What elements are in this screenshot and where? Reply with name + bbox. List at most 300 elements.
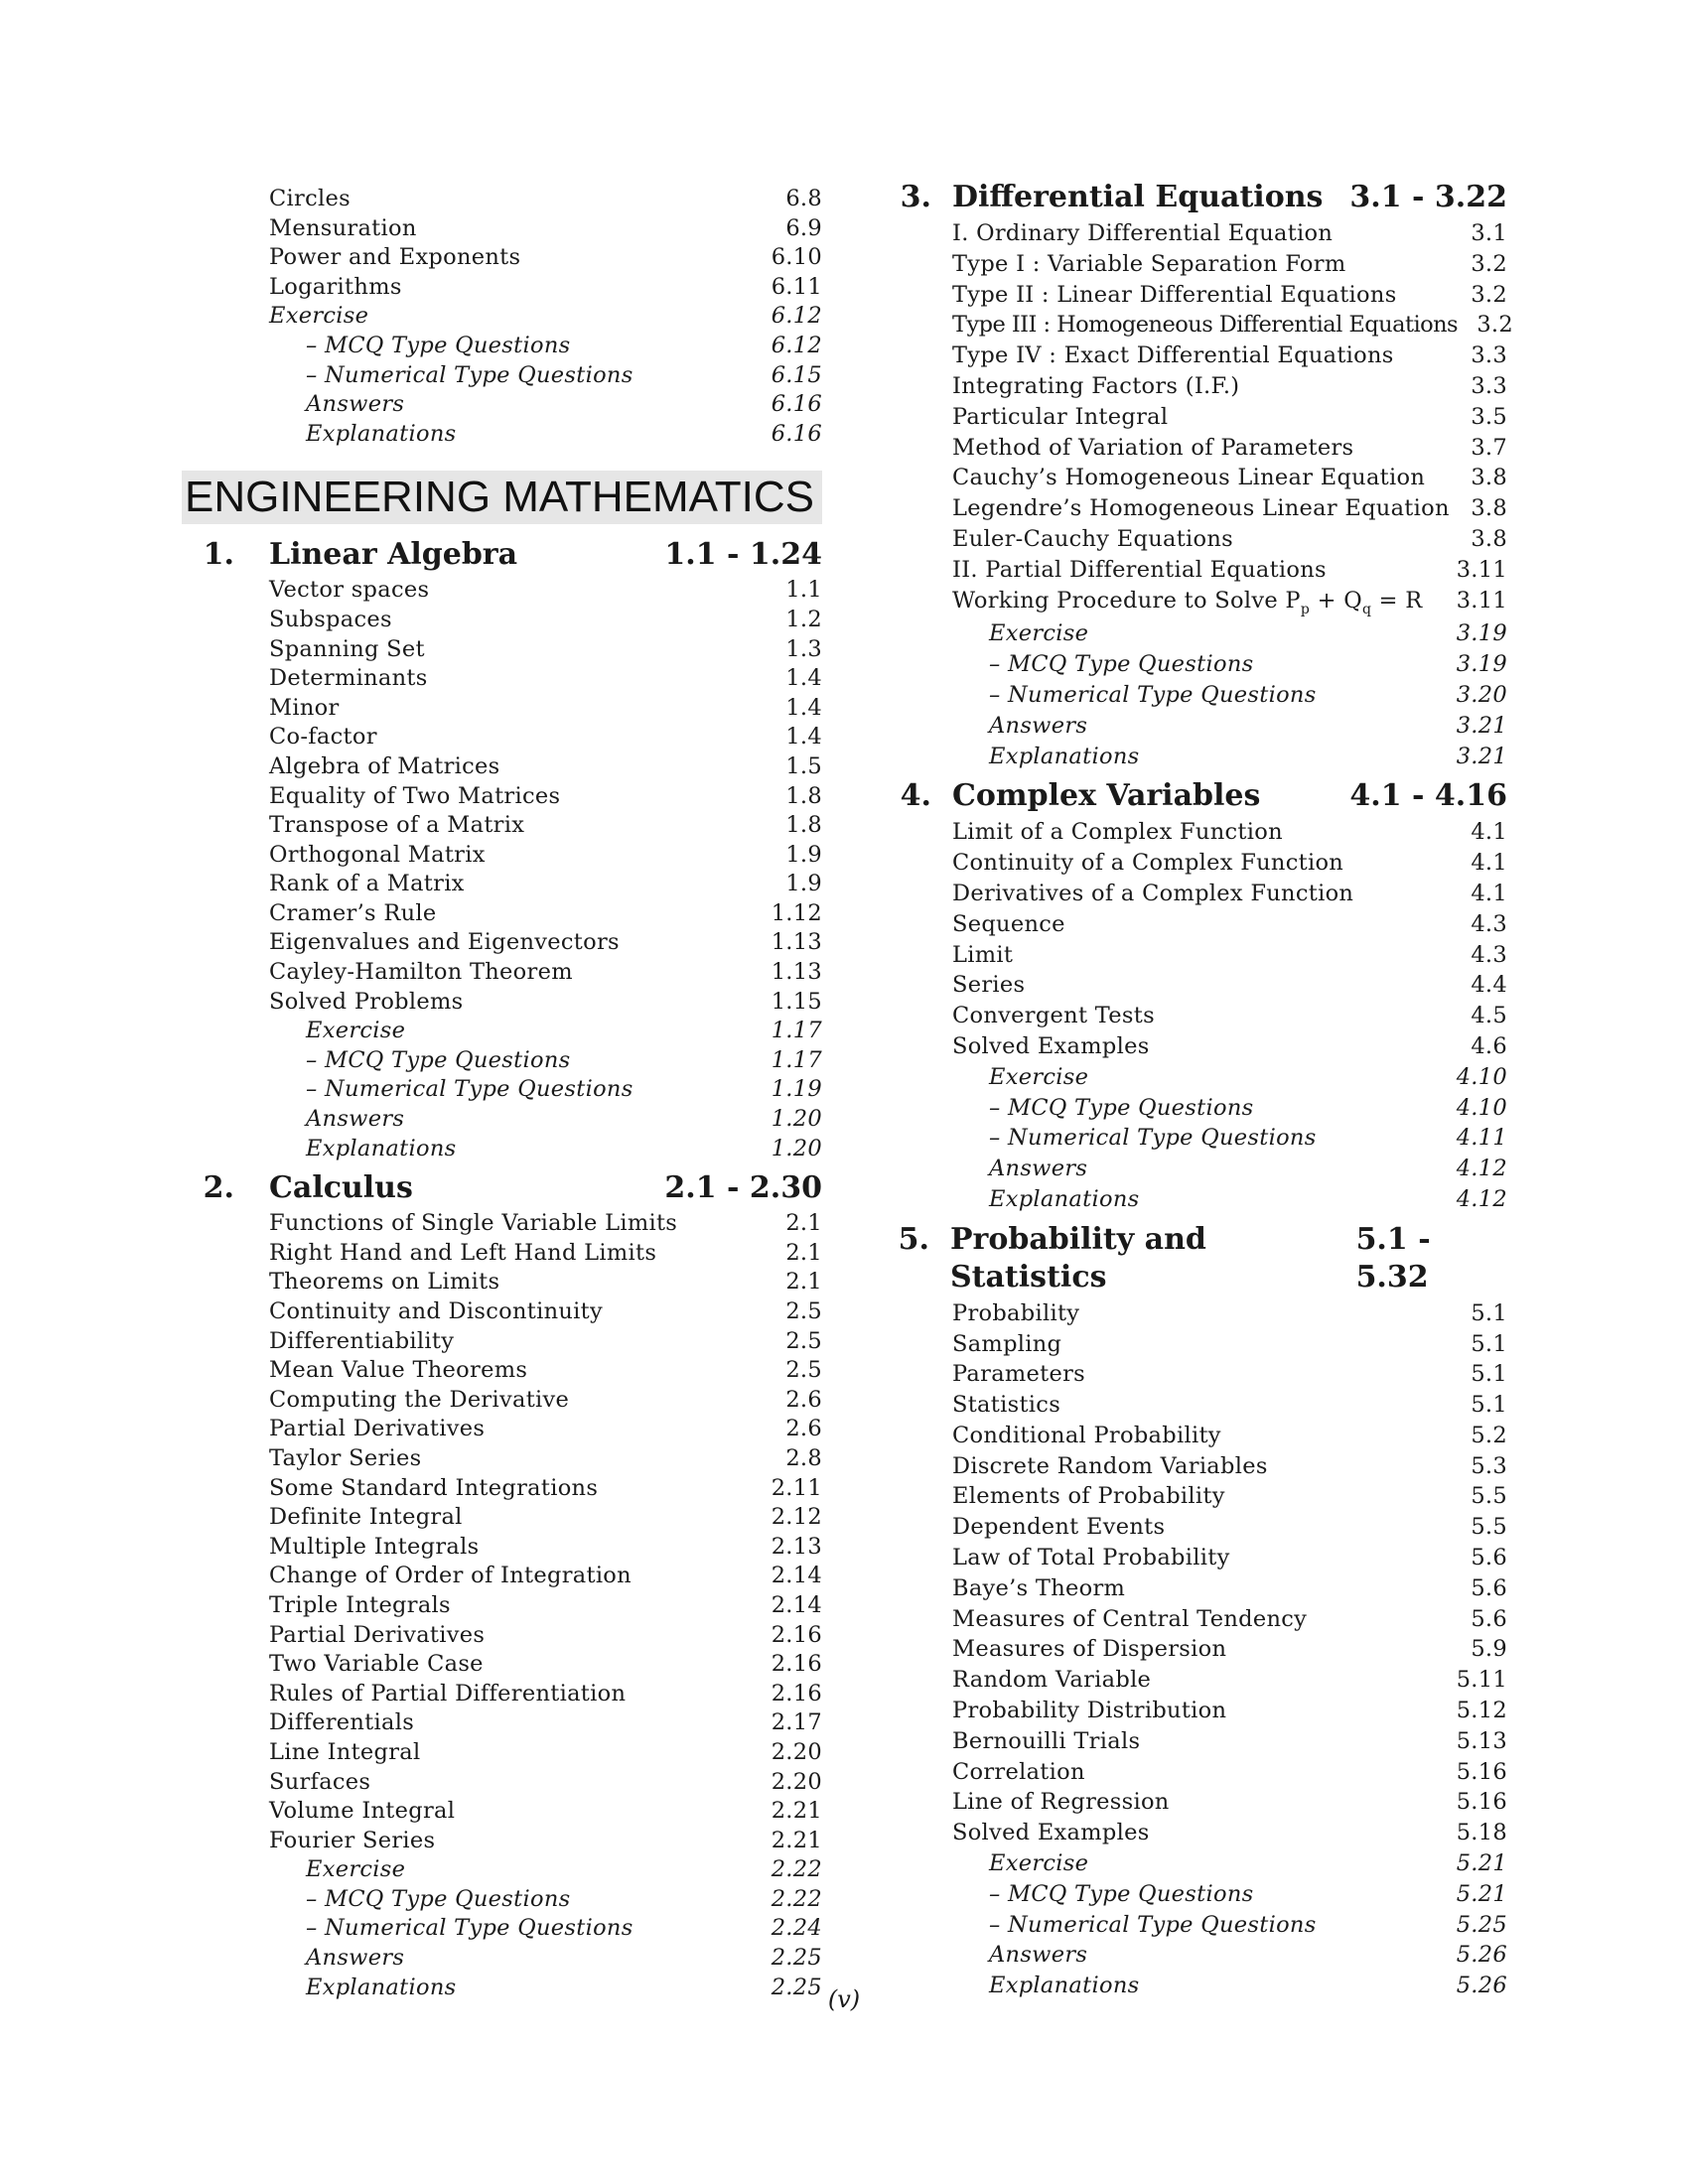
toc-entry-page: 5.2 bbox=[1471, 1422, 1507, 1448]
toc-entry-page: 5.1 bbox=[1471, 1392, 1507, 1419]
toc-entry-title: Exercise bbox=[306, 1856, 406, 1883]
toc-entry-page: 2.22 bbox=[771, 1885, 822, 1912]
chapter-title: Linear Algebra bbox=[269, 537, 518, 573]
toc-entry bbox=[185, 606, 822, 635]
toc-entry-title: Explanations bbox=[306, 420, 457, 447]
toc-entry-title: II. Partial Differential Equations bbox=[952, 556, 1327, 583]
chapter-block bbox=[882, 179, 1513, 771]
toc-entry bbox=[185, 694, 822, 724]
toc-entry-page: 5.26 bbox=[1456, 1973, 1507, 1999]
toc-entry-title: Particular Integral bbox=[952, 403, 1169, 430]
toc-entry bbox=[882, 1726, 1507, 1757]
chapter-heading bbox=[882, 777, 1507, 815]
toc-entry-page: 2.14 bbox=[771, 1591, 822, 1618]
toc-entry-title: Power and Exponents bbox=[269, 244, 521, 271]
toc-entry-title: – MCQ Type Questions bbox=[989, 1880, 1254, 1907]
toc-entry-title: Parameters bbox=[952, 1361, 1086, 1388]
toc-entry-title: Solved Problems bbox=[269, 988, 464, 1015]
toc-entry-title: – MCQ Type Questions bbox=[306, 1046, 571, 1073]
chapter-block bbox=[882, 1221, 1507, 2001]
toc-entry bbox=[882, 1512, 1507, 1543]
toc-entry bbox=[185, 1855, 822, 1885]
toc-entry-page: 5.25 bbox=[1456, 1911, 1507, 1938]
toc-entry-title: Series bbox=[952, 972, 1026, 999]
toc-entry-page: 3.3 bbox=[1471, 372, 1507, 399]
toc-entry-page: 2.21 bbox=[771, 1827, 822, 1853]
toc-entry bbox=[185, 1415, 822, 1444]
toc-entry-title: Two Variable Case bbox=[269, 1651, 484, 1678]
toc-entry bbox=[882, 1451, 1507, 1482]
toc-entry-title: Exercise bbox=[989, 1063, 1089, 1090]
toc-entry-title: Functions of Single Variable Limits bbox=[269, 1210, 678, 1237]
toc-entry bbox=[185, 1297, 822, 1327]
toc-entry-page: 4.1 bbox=[1471, 819, 1507, 846]
toc-entry-page: 2.22 bbox=[771, 1856, 822, 1883]
toc-entry-title: I. Ordinary Differential Equation bbox=[952, 220, 1334, 246]
toc-entry-title: Line Integral bbox=[269, 1738, 421, 1765]
toc-entry bbox=[185, 576, 822, 606]
chapter-title: Probability and Statistics bbox=[949, 1221, 1206, 1295]
toc-entry bbox=[882, 1481, 1507, 1512]
toc-entry-title: Limit of a Complex Function bbox=[952, 819, 1283, 846]
toc-entry-page: 5.5 bbox=[1471, 1514, 1507, 1541]
toc-entry-title: Working Procedure to Solve $P_p + Q_q = R$ bbox=[952, 587, 1423, 617]
toc-entry-page: 2.20 bbox=[771, 1738, 822, 1765]
toc-entry-title: – Numerical Type Questions bbox=[306, 1915, 633, 1942]
toc-entry bbox=[882, 1329, 1507, 1360]
toc-entry-page: 2.6 bbox=[785, 1416, 822, 1442]
toc-entry-page: 1.4 bbox=[785, 694, 822, 721]
toc-entry-page: 3.21 bbox=[1456, 712, 1507, 739]
toc-entry-title: Method of Variation of Parameters bbox=[952, 434, 1354, 461]
toc-entry-page: 5.18 bbox=[1456, 1820, 1507, 1846]
toc-entry bbox=[185, 1533, 822, 1563]
toc-entry bbox=[882, 402, 1507, 433]
toc-entry-title: Explanations bbox=[989, 1973, 1140, 1999]
toc-entry-title: Sampling bbox=[952, 1330, 1062, 1357]
toc-entry bbox=[185, 1046, 822, 1076]
toc-entry-title: Triple Integrals bbox=[269, 1591, 451, 1618]
toc-entry bbox=[185, 1738, 822, 1768]
toc-entry bbox=[185, 243, 822, 273]
toc-entry-title: Change of Order of Integration bbox=[269, 1563, 632, 1589]
toc-entry-page: 5.6 bbox=[1471, 1574, 1507, 1601]
toc-entry-title: Surfaces bbox=[269, 1768, 371, 1795]
toc-entry-page: 5.21 bbox=[1456, 1880, 1507, 1907]
toc-entry-page: 4.11 bbox=[1456, 1125, 1507, 1152]
toc-entry-page: 3.8 bbox=[1471, 525, 1507, 552]
toc-entry-title: Cauchy’s Homogeneous Linear Equation bbox=[952, 465, 1426, 491]
toc-entry-page: 3.7 bbox=[1471, 434, 1507, 461]
toc-entry-title: Volume Integral bbox=[269, 1798, 456, 1825]
toc-entry-page: 6.12 bbox=[771, 332, 822, 358]
toc-entry bbox=[185, 185, 822, 214]
chapter-title: Complex Variables bbox=[952, 778, 1261, 814]
toc-entry bbox=[882, 310, 1513, 341]
toc-entry-page: 1.8 bbox=[785, 782, 822, 809]
toc-entry-title: Differentials bbox=[269, 1709, 415, 1736]
toc-entry bbox=[185, 1914, 822, 1944]
chapter-number: 4. bbox=[900, 778, 931, 814]
toc-entry bbox=[185, 1768, 822, 1798]
toc-entry-page: 4.10 bbox=[1456, 1063, 1507, 1090]
toc-entry bbox=[185, 1327, 822, 1357]
toc-entry-page: 4.5 bbox=[1471, 1003, 1507, 1029]
toc-entry-title: Bernouilli Trials bbox=[952, 1727, 1141, 1754]
chapter-block bbox=[882, 777, 1507, 1214]
toc-entry bbox=[882, 680, 1507, 711]
toc-entry-page: 3.11 bbox=[1456, 556, 1507, 583]
toc-entry bbox=[185, 361, 822, 391]
chapter-number: 3. bbox=[900, 180, 931, 214]
toc-entry bbox=[882, 649, 1507, 680]
toc-entry-title: Statistics bbox=[952, 1392, 1061, 1419]
toc-entry-title: Rank of a Matrix bbox=[269, 871, 465, 897]
toc-entry-title: Rules of Partial Differentiation bbox=[269, 1680, 627, 1706]
left-chapters bbox=[185, 536, 822, 2002]
toc-entry bbox=[185, 928, 822, 958]
chapter-page-range: 3.1 - 3.22 bbox=[1349, 180, 1507, 214]
chapter-heading bbox=[185, 1169, 822, 1207]
toc-entry-title: Differentiability bbox=[269, 1327, 455, 1354]
toc-entry-page: 2.14 bbox=[771, 1563, 822, 1589]
toc-entry bbox=[185, 811, 822, 841]
toc-entry-title: Equality of Two Matrices bbox=[269, 782, 561, 809]
toc-entry bbox=[185, 1444, 822, 1474]
toc-entry-page: 2.16 bbox=[771, 1621, 822, 1648]
toc-entry bbox=[882, 1604, 1507, 1635]
toc-entry-page: 2.12 bbox=[771, 1504, 822, 1531]
toc-entry-title: Algebra of Matrices bbox=[269, 752, 500, 779]
toc-entry bbox=[185, 723, 822, 752]
toc-entry-title: Continuity of a Complex Function bbox=[952, 850, 1344, 877]
toc-entry-page: 2.11 bbox=[771, 1474, 822, 1501]
toc-entry-page: 6.8 bbox=[785, 186, 822, 211]
toc-entry bbox=[185, 1239, 822, 1269]
toc-entry-title: Explanations bbox=[989, 743, 1140, 769]
toc-entry-title: Type III : Homogeneous Differential Equations bbox=[952, 312, 1459, 339]
toc-entry-page: 1.8 bbox=[785, 812, 822, 839]
toc-entry-title: – MCQ Type Questions bbox=[306, 332, 571, 358]
toc-entry bbox=[185, 1944, 822, 1974]
toc-entry bbox=[185, 273, 822, 303]
toc-entry-title: – MCQ Type Questions bbox=[989, 1094, 1254, 1121]
toc-entry-page: 5.3 bbox=[1471, 1452, 1507, 1479]
toc-entry bbox=[882, 1818, 1507, 1848]
toc-entry-page: 5.5 bbox=[1471, 1483, 1507, 1510]
toc-entry-title: Subspaces bbox=[269, 606, 392, 632]
toc-entry-page: 2.1 bbox=[785, 1210, 822, 1237]
toc-entry bbox=[882, 586, 1507, 619]
toc-entry bbox=[882, 1001, 1507, 1031]
toc-entry bbox=[882, 1390, 1507, 1421]
toc-entry bbox=[185, 1105, 822, 1135]
toc-entry-title: Taylor Series bbox=[269, 1444, 422, 1471]
toc-entry bbox=[882, 879, 1507, 909]
toc-entry-page: 1.20 bbox=[771, 1135, 822, 1161]
toc-entry bbox=[882, 493, 1507, 524]
toc-entry-page: 1.19 bbox=[771, 1076, 822, 1103]
toc-entry-title: – Numerical Type Questions bbox=[989, 1125, 1317, 1152]
toc-entry bbox=[882, 1184, 1507, 1215]
toc-entry-title: Answers bbox=[306, 391, 405, 418]
toc-entry-title: Determinants bbox=[269, 665, 428, 692]
toc-entry bbox=[882, 1359, 1507, 1390]
toc-entry-page: 4.1 bbox=[1471, 850, 1507, 877]
toc-entry bbox=[882, 524, 1507, 555]
toc-entry-title: Elements of Probability bbox=[952, 1483, 1225, 1510]
left-column bbox=[185, 185, 822, 2002]
toc-entry-title: Convergent Tests bbox=[952, 1003, 1155, 1029]
toc-entry-page: 1.13 bbox=[771, 929, 822, 956]
toc-entry-page: 1.15 bbox=[771, 988, 822, 1015]
toc-entry bbox=[882, 1848, 1507, 1879]
toc-entry bbox=[882, 1031, 1507, 1062]
toc-entry-page: 3.2 bbox=[1471, 250, 1507, 277]
toc-entry bbox=[185, 1503, 822, 1533]
toc-entry-page: 3.20 bbox=[1456, 681, 1507, 708]
toc-entry bbox=[185, 752, 822, 782]
toc-entry-title: Baye’s Theorm bbox=[952, 1574, 1126, 1601]
toc-entry-title: Definite Integral bbox=[269, 1504, 463, 1531]
toc-entry-title: Discrete Random Variables bbox=[952, 1452, 1268, 1479]
toc-entry-title: Exercise bbox=[306, 1018, 406, 1044]
toc-entry-page: 1.2 bbox=[785, 606, 822, 632]
toc-entry bbox=[882, 817, 1507, 848]
toc-entry bbox=[185, 302, 822, 332]
chapter-title: Differential Equations bbox=[952, 180, 1324, 214]
toc-entry-title: Probability bbox=[952, 1299, 1080, 1326]
toc-entry bbox=[185, 841, 822, 871]
toc-entry-title: Limit bbox=[952, 941, 1014, 968]
toc-entry bbox=[882, 341, 1507, 371]
toc-entry-page: 6.11 bbox=[771, 273, 822, 300]
toc-entry-title: Mensuration bbox=[269, 214, 417, 241]
toc-entry-title: Minor bbox=[269, 694, 340, 721]
toc-entry bbox=[882, 1543, 1507, 1573]
toc-entry-title: Answers bbox=[306, 1945, 405, 1972]
toc-entry bbox=[882, 1696, 1507, 1726]
toc-entry bbox=[185, 1885, 822, 1915]
toc-entry-page: 2.16 bbox=[771, 1680, 822, 1706]
toc-entry-page: 3.1 bbox=[1471, 220, 1507, 246]
toc-entry-page: 3.3 bbox=[1471, 342, 1507, 369]
toc-entry-page: 1.20 bbox=[771, 1106, 822, 1133]
toc-entry bbox=[185, 420, 822, 450]
toc-entry-title: Multiple Integrals bbox=[269, 1533, 480, 1560]
toc-entry bbox=[882, 1298, 1507, 1329]
toc-entry bbox=[882, 618, 1507, 649]
toc-entry bbox=[185, 988, 822, 1018]
toc-entry-page: 1.1 bbox=[785, 577, 822, 604]
toc-entry-title: – Numerical Type Questions bbox=[989, 681, 1317, 708]
toc-entry bbox=[882, 1940, 1507, 1971]
toc-entry-page: 4.1 bbox=[1471, 880, 1507, 906]
toc-entry-title: Explanations bbox=[306, 1135, 457, 1161]
toc-entry-page: 5.9 bbox=[1471, 1636, 1507, 1663]
toc-entry bbox=[882, 1421, 1507, 1451]
chapter-block bbox=[185, 1169, 822, 2002]
toc-entry bbox=[185, 1209, 822, 1239]
chapter-heading bbox=[882, 179, 1507, 216]
toc-entry-title: Answers bbox=[989, 1156, 1088, 1182]
toc-entry-page: 4.3 bbox=[1471, 941, 1507, 968]
toc-entry-title: Explanations bbox=[306, 1974, 457, 2000]
toc-entry-page: 1.12 bbox=[771, 899, 822, 926]
toc-entry bbox=[882, 1634, 1507, 1665]
toc-entry bbox=[882, 711, 1507, 742]
toc-entry-page: 6.15 bbox=[771, 361, 822, 388]
toc-entry-title: Type II : Linear Differential Equations bbox=[952, 281, 1397, 308]
toc-entry bbox=[882, 909, 1507, 940]
toc-entry-title: Cramer’s Rule bbox=[269, 899, 437, 926]
toc-entry bbox=[185, 870, 822, 899]
toc-entry-page: 2.16 bbox=[771, 1651, 822, 1678]
toc-entry-page: 3.21 bbox=[1456, 743, 1507, 769]
toc-entry-title: Line of Regression bbox=[952, 1789, 1170, 1816]
toc-entry bbox=[185, 1591, 822, 1621]
toc-entry-page: 3.5 bbox=[1471, 403, 1507, 430]
toc-entry-page: 5.11 bbox=[1456, 1667, 1507, 1694]
toc-entry-page: 5.1 bbox=[1471, 1330, 1507, 1357]
toc-entry-page: 5.16 bbox=[1456, 1758, 1507, 1785]
toc-entry-title: – Numerical Type Questions bbox=[306, 1076, 633, 1103]
toc-entry-title: Answers bbox=[306, 1106, 405, 1133]
chapter-number: 5. bbox=[898, 1221, 929, 1257]
toc-entry-title: Circles bbox=[269, 186, 351, 211]
toc-entry bbox=[882, 1787, 1507, 1818]
chapter-page-range: 1.1 - 1.24 bbox=[664, 537, 822, 573]
toc-entry-page: 4.3 bbox=[1471, 910, 1507, 937]
toc-entry-page: 4.12 bbox=[1456, 1185, 1507, 1212]
toc-entry bbox=[185, 1268, 822, 1297]
toc-entry-title: Co-factor bbox=[269, 724, 377, 751]
toc-entry bbox=[185, 1680, 822, 1709]
toc-entry bbox=[185, 899, 822, 929]
toc-entry bbox=[185, 1356, 822, 1386]
toc-entry bbox=[882, 1123, 1507, 1154]
toc-entry-title: Legendre’s Homogeneous Linear Equation bbox=[952, 495, 1450, 522]
toc-entry-page: 3.19 bbox=[1456, 620, 1507, 647]
toc-entry-title: – Numerical Type Questions bbox=[306, 361, 633, 388]
toc-entry bbox=[185, 1135, 822, 1164]
toc-entry-page: 3.8 bbox=[1471, 495, 1507, 522]
toc-entry-page: 5.16 bbox=[1456, 1789, 1507, 1816]
toc-entry-page: 5.6 bbox=[1471, 1545, 1507, 1571]
toc-entry-page: 1.4 bbox=[785, 665, 822, 692]
toc-entry-page: 2.5 bbox=[785, 1327, 822, 1354]
toc-entry bbox=[185, 1708, 822, 1738]
toc-entry-title: Computing the Derivative bbox=[269, 1386, 570, 1413]
toc-entry-title: Random Variable bbox=[952, 1667, 1152, 1694]
toc-entry bbox=[185, 1621, 822, 1651]
toc-entry-page: 3.2 bbox=[1477, 312, 1513, 339]
toc-entry bbox=[185, 1017, 822, 1046]
toc-entry-page: 2.21 bbox=[771, 1798, 822, 1825]
section-title: ENGINEERING MATHEMATICS bbox=[182, 471, 822, 524]
toc-entry bbox=[882, 463, 1507, 493]
toc-entry bbox=[882, 280, 1507, 311]
toc-entry-title: Law of Total Probability bbox=[952, 1545, 1230, 1571]
toc-entry-page: 4.6 bbox=[1471, 1032, 1507, 1059]
toc-entry-page: 2.1 bbox=[785, 1269, 822, 1296]
chapter-page-range: 5.1 - 5.32 bbox=[1355, 1221, 1431, 1295]
toc-entry-page: 2.20 bbox=[771, 1768, 822, 1795]
toc-entry-title: Exercise bbox=[269, 303, 369, 330]
toc-entry-page: 2.13 bbox=[771, 1533, 822, 1560]
toc-entry-title: Integrating Factors (I.F.) bbox=[952, 372, 1240, 399]
toc-entry-title: Correlation bbox=[952, 1758, 1085, 1785]
right-column bbox=[882, 179, 1513, 2001]
toc-entry-title: Probability Distribution bbox=[952, 1698, 1227, 1724]
toc-entry-title: Some Standard Integrations bbox=[269, 1474, 599, 1501]
toc-entry-page: 2.8 bbox=[785, 1444, 822, 1471]
toc-entry-page: 4.10 bbox=[1456, 1094, 1507, 1121]
toc-entry bbox=[882, 848, 1507, 879]
toc-entry-title: Sequence bbox=[952, 910, 1065, 937]
toc-entry-page: 1.3 bbox=[785, 635, 822, 662]
page-number: (v) bbox=[827, 1985, 861, 2013]
toc-entry-page: 6.12 bbox=[771, 303, 822, 330]
toc-entry-page: 4.4 bbox=[1471, 972, 1507, 999]
toc-entry bbox=[882, 371, 1507, 402]
toc-entry-title: Exercise bbox=[989, 1850, 1089, 1877]
toc-entry-page: 2.25 bbox=[771, 1974, 822, 2000]
toc-entry-page: 2.5 bbox=[785, 1357, 822, 1384]
toc-entry-page: 5.12 bbox=[1456, 1698, 1507, 1724]
toc-entry bbox=[185, 1474, 822, 1504]
toc-entry-title: Partial Derivatives bbox=[269, 1621, 486, 1648]
toc-entry-page: 1.9 bbox=[785, 871, 822, 897]
toc-entry bbox=[185, 332, 822, 361]
toc-entry bbox=[882, 1154, 1507, 1184]
toc-entry-page: 2.25 bbox=[771, 1945, 822, 1972]
toc-entry bbox=[882, 218, 1507, 249]
chapter-number: 2. bbox=[203, 1170, 234, 1206]
toc-entry-title: Transpose of a Matrix bbox=[269, 812, 525, 839]
toc-entry-page: 3.2 bbox=[1471, 281, 1507, 308]
toc-entry-page: 5.26 bbox=[1456, 1942, 1507, 1969]
toc-entry-title: Derivatives of a Complex Function bbox=[952, 880, 1354, 906]
toc-entry-title: Right Hand and Left Hand Limits bbox=[269, 1239, 657, 1266]
toc-entry bbox=[882, 1573, 1507, 1604]
toc-entry-title: – MCQ Type Questions bbox=[306, 1885, 571, 1912]
toc-entry bbox=[882, 249, 1507, 280]
toc-entry-title: – Numerical Type Questions bbox=[989, 1911, 1317, 1938]
toc-entry-page: 3.11 bbox=[1456, 587, 1507, 614]
toc-entry-title: Type IV : Exact Differential Equations bbox=[952, 342, 1394, 369]
toc-entry bbox=[185, 1650, 822, 1680]
toc-entry-title: Type I : Variable Separation Form bbox=[952, 250, 1346, 277]
toc-entry bbox=[882, 742, 1507, 772]
toc-entry-title: Continuity and Discontinuity bbox=[269, 1298, 604, 1324]
toc-entry bbox=[882, 1879, 1507, 1910]
toc-entry-title: Partial Derivatives bbox=[269, 1416, 486, 1442]
toc-entry bbox=[185, 635, 822, 665]
toc-entry bbox=[185, 664, 822, 694]
toc-entry-page: 1.17 bbox=[771, 1046, 822, 1073]
toc-entry-page: 5.1 bbox=[1471, 1361, 1507, 1388]
chapter-heading bbox=[882, 1221, 1507, 1297]
toc-entry bbox=[882, 1757, 1507, 1788]
toc-entry-title: Orthogonal Matrix bbox=[269, 841, 486, 868]
toc-entry-title: Answers bbox=[989, 712, 1088, 739]
toc-entry-page: 5.6 bbox=[1471, 1605, 1507, 1632]
chapter-number: 1. bbox=[203, 537, 234, 573]
toc-entry-page: 1.9 bbox=[785, 841, 822, 868]
toc-entry bbox=[185, 782, 822, 812]
toc-entry-page: 1.5 bbox=[785, 752, 822, 779]
